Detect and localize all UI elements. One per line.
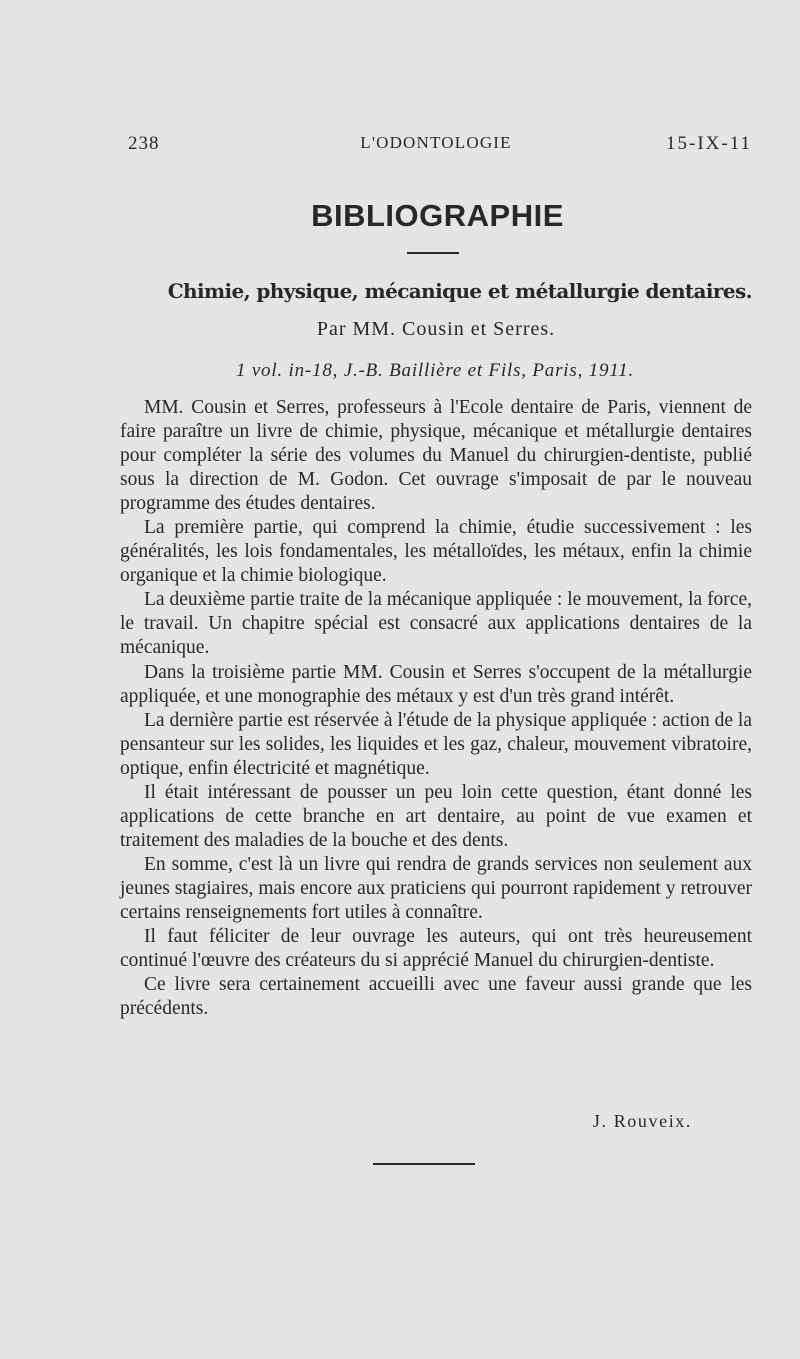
review-paragraph: MM. Cousin et Serres, professeurs à l'Ecole dentaire de Paris, viennent de faire paraître un livre de chimie, physique, mécanique et métallurgie dentaires pour compléter la série des volumes du Manuel du chirurgien-dentiste, publié sous la direction de M. Godon. Cet ouvrage s'imposait de par le nouveau programme des études dentaires. [120, 397, 752, 515]
review-paragraph: La dernière partie est réservée à l'étude de la physique appliquée : action de la pensanteur sur les solides, les liquides et les gaz, chaleur, mouvement vibratoire, optique, enfin électricité et magnétique. [120, 709, 752, 779]
review-paragraph: Dans la troisième partie MM. Cousin et Serres s'occupent de la métallurgie appliquée, et une monographie des métaux y est d'un très grand intérêt. [120, 661, 752, 707]
review-paragraph: Il faut féliciter de leur ouvrage les auteurs, qui ont très heureusement continué l'œuvre des créateurs du si apprécié Manuel du chirurgien-dentiste. [120, 926, 752, 972]
review-signature: J. Rouveix. [592, 1111, 692, 1131]
page-number: 238 [128, 133, 160, 154]
running-head [120, 133, 752, 157]
review-body [120, 396, 752, 1021]
journal-name: L'ODONTOLOGIE [360, 133, 512, 152]
book-imprint: 1 vol. in-18, J.-B. Baillière et Fils, Paris, 1911. [235, 360, 635, 381]
book-title: Chimie, physique, mécanique et métallurgie dentaires. [167, 279, 752, 303]
book-authors: Par MM. Cousin et Serres. [316, 318, 556, 340]
review-paragraph: En somme, c'est là un livre qui rendra de grands services non seulement aux jeunes stagiaires, mais encore aux praticiens qui pourront rapidement y retrouver certains renseignements fort utiles à connaître. [120, 853, 752, 923]
review-paragraph: La première partie, qui comprend la chimie, étudie successivement : les généralités, les lois fondamentales, les métalloïdes, les métaux, enfin la chimie organique et la chimie biologique. [120, 517, 752, 587]
title-divider [407, 252, 459, 254]
review-paragraph: Il était intéressant de pousser un peu loin cette question, étant donné les applications de cette branche en art dentaire, au point de vue examen et traitement des maladies de la bouche et des dents. [120, 781, 752, 851]
section-title: BIBLIOGRAPHIE [311, 198, 564, 233]
review-paragraph: La deuxième partie traite de la mécanique appliquée : le mouvement, la force, le travail. Un chapitre spécial est consacré aux applications dentaires de la mécanique. [120, 589, 752, 659]
issue-date: 15-IX-11 [666, 133, 752, 154]
end-divider [373, 1163, 475, 1165]
review-paragraph: Ce livre sera certainement accueilli avec une faveur aussi grande que les précédents. [120, 974, 752, 1020]
